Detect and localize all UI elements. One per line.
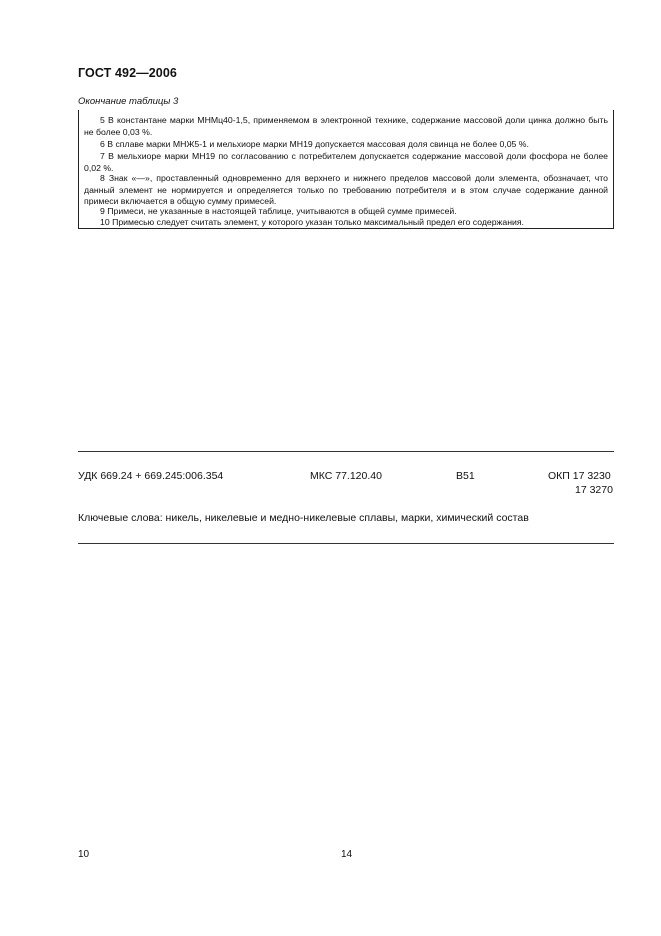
table-note-10: 10 Примесью следует считать элемент, у которого указан только максимальный предел его содержания.: [100, 217, 524, 227]
document-title: ГОСТ 492—2006: [78, 66, 177, 80]
keywords-bottom-rule: [78, 543, 614, 544]
udk-code: УДК 669.24 + 669.245:006.354: [78, 470, 224, 482]
table-note-5: 5 В константане марки МНМц40-1,5, применяемом в электронной технике, содержание массовой доли цинка должно быть не более 0,03 %.: [84, 115, 608, 137]
table-note-6: 6 В сплаве марки МНЖ5-1 и мельхиоре марки МН19 допускается массовая доля свинца не более 0,05 %.: [100, 139, 529, 149]
page-number-left: 10: [78, 849, 90, 860]
page-number-center: 14: [341, 849, 353, 860]
table-note-7: 7 В мельхиоре марки МН19 по согласованию с потребителем допускается содержание массовой доли фосфора не более 0,02 %.: [84, 151, 608, 173]
okp-code-2: 17 3270: [575, 484, 613, 496]
okp-code-1: ОКП 17 3230: [548, 470, 611, 482]
table-note-8: 8 Знак «—», проставленный одновременно для верхнего и нижнего пределов массовой доли элемента, обозначает, что данный элемент не нормируется и определяется только по требованию потребителя и в этом случае содержание данной примеси включается в общую сумму примесей.: [84, 173, 608, 206]
keywords: Ключевые слова: никель, никелевые и медно-никелевые сплавы, марки, химический состав: [78, 512, 529, 524]
table-caption: Окончание таблицы 3: [78, 96, 179, 107]
table-note-9: 9 Примеси, не указанные в настоящей таблице, учитываются в общей сумме примесей.: [100, 206, 457, 216]
group-code: В51: [456, 470, 475, 482]
mks-code: МКС 77.120.40: [310, 470, 382, 482]
classification-top-rule: [78, 451, 614, 452]
